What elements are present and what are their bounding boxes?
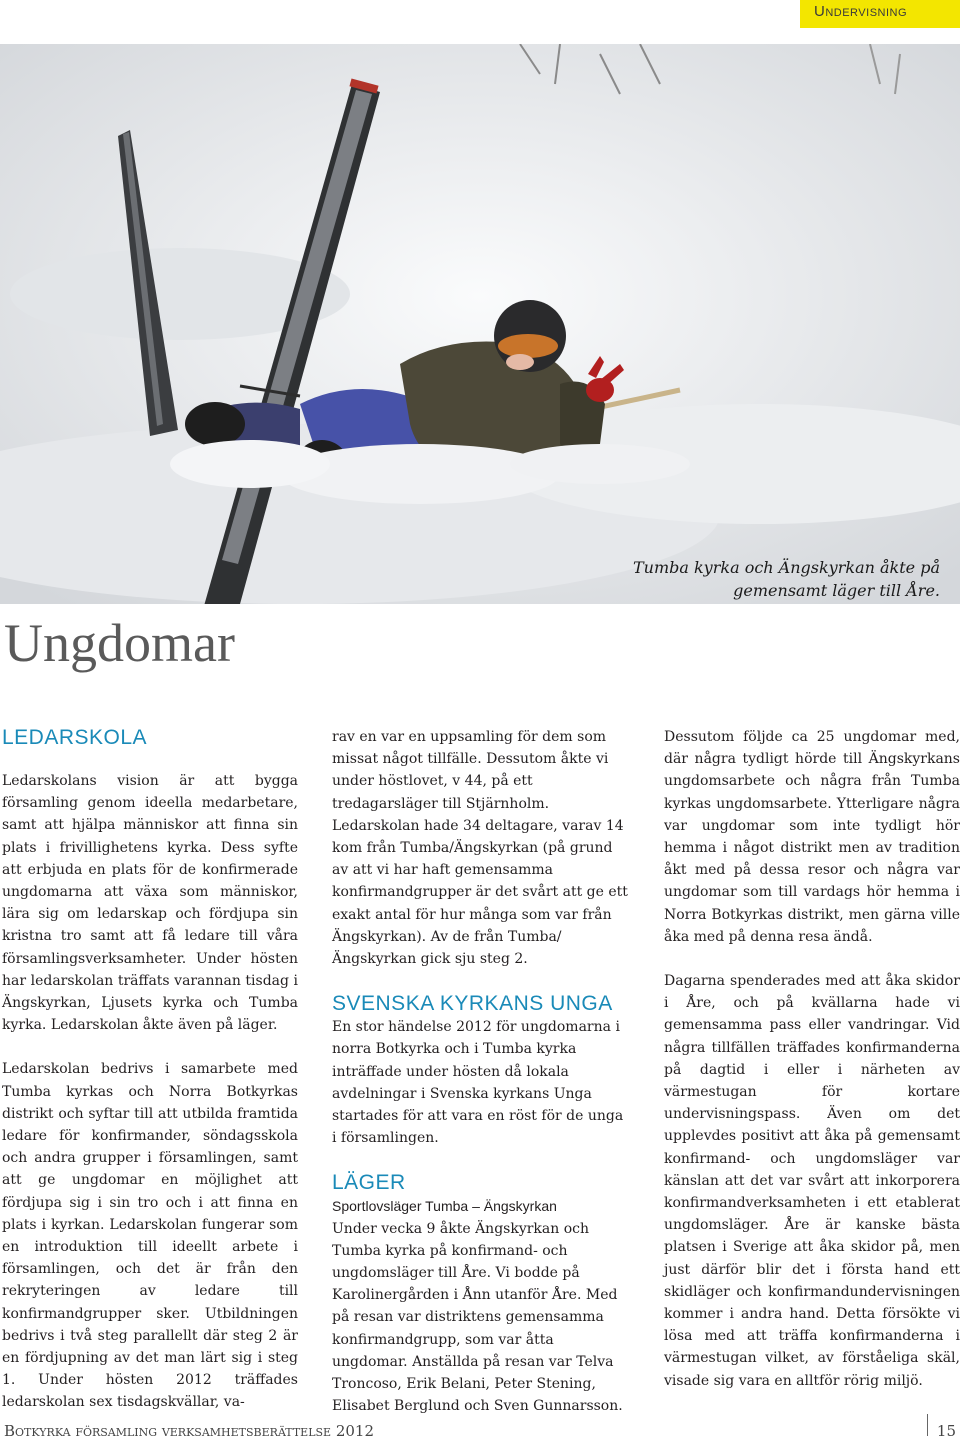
paragraph: rav en var en uppsamling för dem som missat något tillfälle. Dessutom åkte vi under höstlovet, v 44, på ett tredagarsläger till Stjärnholm. Ledarskolan hade 34 deltagare, varav 14 kom från Tumba/Ängskyrkan (på grund av att vi har haft gemensamma konfirmandgrupper är det svårt att ge ett exakt antal för hur många som var från Ängskyrkan). Av de från Tumba/Ängskyrkan gick sju steg 2. xyxy=(332,729,628,968)
paragraph: En stor händelse 2012 för ungdomarna i norra Botkyrka och i Tumba kyrka inträffade under hösten då lokala avdelningar i Svenska kyrkans Unga startades för att vara en röst för de unga i församlingen. xyxy=(332,1019,624,1147)
subheading: Sportlovsläger Tumba – Ängskyrkan xyxy=(332,1198,557,1215)
paragraph: Ledarskolan bedrivs i samarbete med Tumba kyrkas och Norra Botkyrkas distrikt och syftar till att utbilda framtida ledare för konfirmander, söndagsskola och andra grupper i församlingen, samt att ge ungdomar en möjlighet att fördjupa sig i sin tro och i att finna en plats i kyrkan. Ledarskolan fungerar som en introduktion till ideellt arbete i församlingen, och det är från den rekryteringen av ledare till konfirmandgrupper sker. Utbildningen bedrivs i två steg parallellt där steg 2 är en fördjupning av det man lärt sig i steg 1. Under hösten 2012 träffades ledarskolan sex tisdagskvällar, va- xyxy=(2,1061,298,1411)
photo-caption: Tumba kyrka och Ängskyrkan åkte på gemensamt läger till Åre. xyxy=(632,558,940,600)
page-title: Ungdomar xyxy=(4,613,235,673)
footer-divider xyxy=(927,1414,928,1436)
heading-lager: LÄGER xyxy=(332,1171,406,1195)
heading-ledarskola: LEDARSKOLA xyxy=(2,726,148,749)
page-number: 15 xyxy=(936,1422,956,1440)
footer-publication: Botkyrka församling verksamhetsberättelse 2012 xyxy=(4,1422,375,1440)
photo-illustration xyxy=(0,44,960,604)
paragraph: Under vecka 9 åkte Ängskyrkan och Tumba kyrka på konfirmand- och ungdomsläger till Åre. Vi bodde på Karolinergården i Ånn utanför Åre. Med på resan var distriktens gemensamma konfirmandgrupp, som var åtta ungdomar. Anställda på resan var Telva Troncoso, Erik Belani, Peter Stening, Elisabet Berglund och Sven Gunnarsson. xyxy=(332,1220,623,1415)
column-2 xyxy=(332,726,628,1417)
column-1 xyxy=(2,726,298,1414)
paragraph: Dessutom följde ca 25 ungdomar med, där några tydligt hörde till Ängskyrkans ungdomsarbete och några från Tumba kyrkas ungdomsarbete. Ytterligare några var ungdomar som inte tydligt hör hemma i något distrikt men av tradition åkt med på dessa resor och några var ungdomar som till vardags hör hemma i Norra Botkyrkas distrikt, men gärna ville åka med på denna resa ändå. xyxy=(664,729,960,945)
section-tab: Undervisning xyxy=(800,0,960,28)
column-3 xyxy=(664,726,960,1392)
paragraph: Dagarna spenderades med att åka skidor i Åre, och på kvällarna hade vi gemensamma pass eller vandringar. Vid några tillfällen träffades konfirmanderna på dagtid i eller i närheten av värmestugan för kortare undervisningspass. Även om det upplevdes positivt att åka på gemensamt konfirmand- och ungdomsläger var känslan att det var svårt att inkorporera konfirmandverksamheten i ett etablerat ungdomsläger. Åre är kanske bästa platsen i Sverige att åka skidor på, men just därför blir det i första hand ett skidläger och konfirmandundervisningen kommer i andra hand. Detta försökte vi lösa med att träffa konfirmanderna i värmestugan vilket, av förståeliga skäl, visade sig vara en alltför rörig miljö. xyxy=(664,973,960,1389)
heading-svenska-kyrkans-unga: SVENSKA KYRKANS UNGA xyxy=(332,992,613,1016)
paragraph: Ledarskolans vision är att bygga församling genom ideella medarbetare, samt att hjälpa människor att finna sin plats i frivillighetens kyrka. Dess syfte att erbjuda en plats för de konfirmerade ungdomarna att växa som människor, lära sig om ledarskap och fördjupa sin kristna tro samt att få ledare till våra församlingsverksamheter. Under hösten har ledarskolan träffats varannan tisdag i Ängskyrkan, Ljusets kyrka och Tumba kyrka. Ledarskolan åkte även på läger. xyxy=(2,773,298,1034)
photo-skier-in-snow xyxy=(0,44,960,604)
